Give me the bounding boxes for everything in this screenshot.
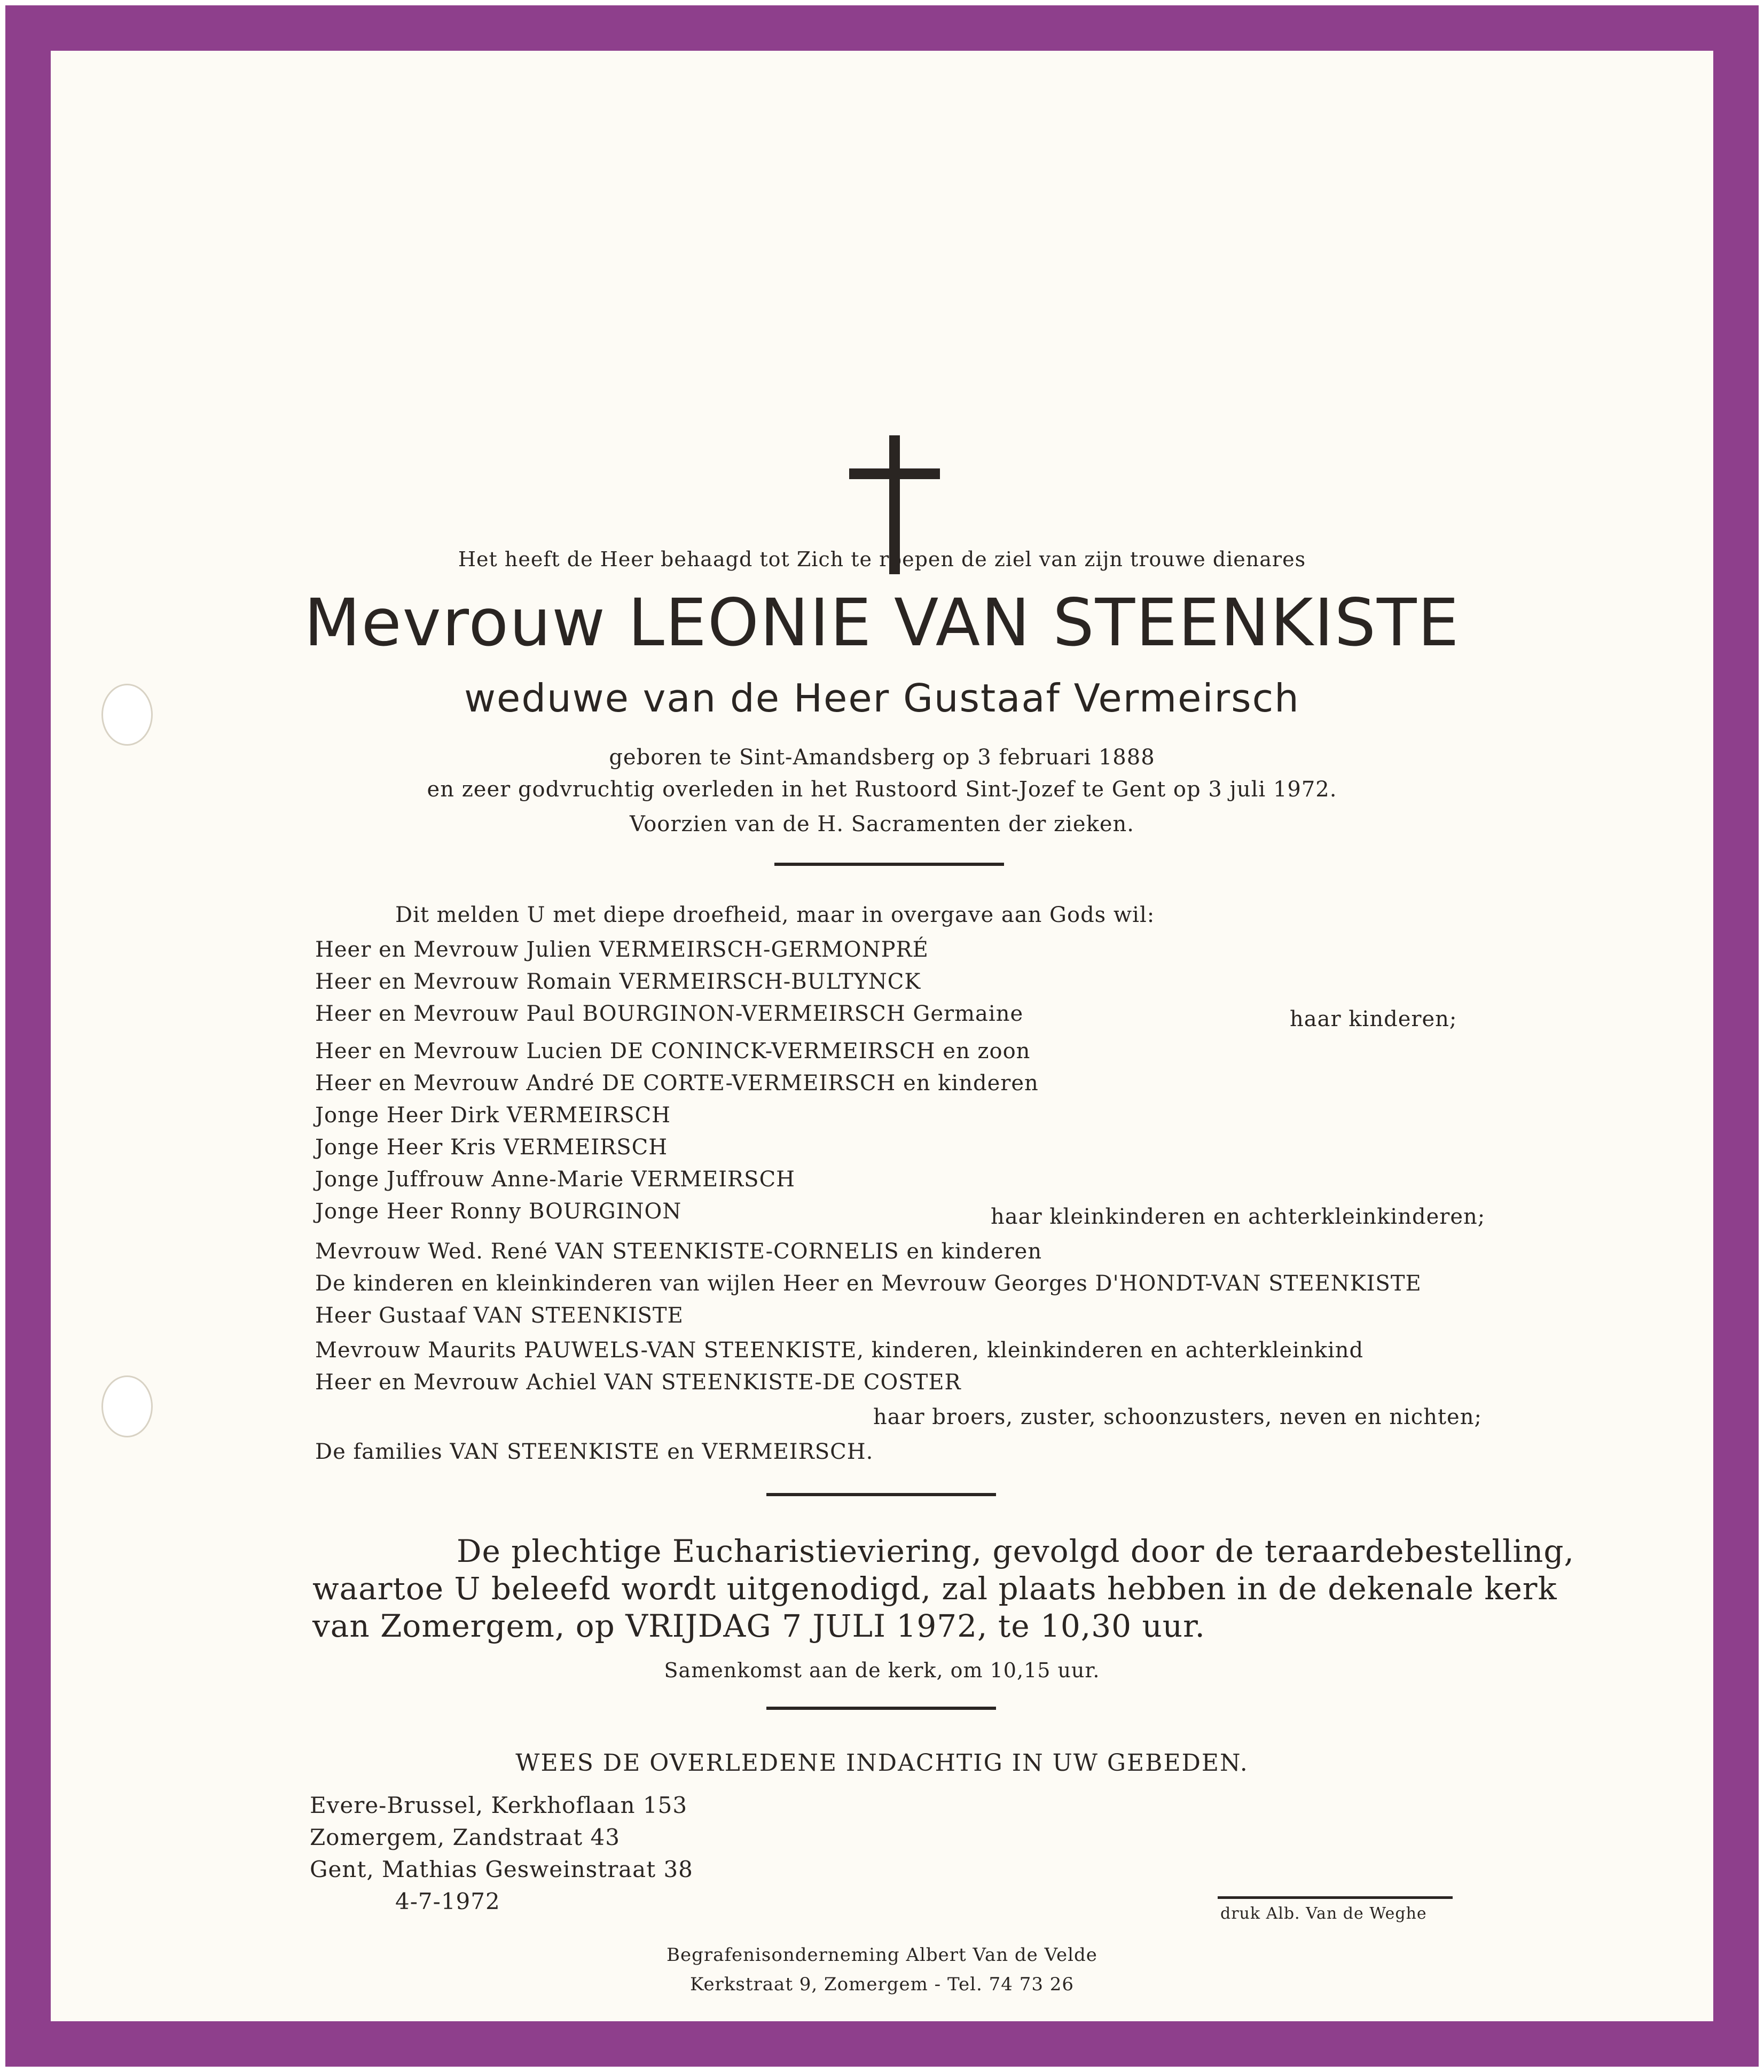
service-line: waartoe U beleefd wordt uitgenodigd, zal plaats hebben in de dekenale kerk	[312, 1570, 1557, 1607]
relation-children: haar kinderen;	[1290, 1007, 1457, 1031]
family-line: De kinderen en kleinkinderen van wijlen Heer en Mevrouw Georges D'HONDT-VAN STEENKISTE	[315, 1271, 1422, 1296]
sacraments-line: Voorzien van de H. Sacramenten der zieken.	[630, 812, 1134, 836]
family-line: Jonge Juffrouw Anne-Marie VERMEIRSCH	[315, 1167, 796, 1192]
relation-siblings: haar broers, zuster, schoonzusters, neven en nichten;	[873, 1405, 1482, 1429]
family-line: Heer en Mevrouw Julien VERMEIRSCH-GERMONPRÉ	[315, 937, 929, 962]
family-line: Heer en Mevrouw André DE CORTE-VERMEIRSCH en kinderen	[315, 1071, 1039, 1096]
widow-of-line: weduwe van de Heer Gustaaf Vermeirsch	[464, 676, 1300, 721]
printer-credit: druk Alb. Van de Weghe	[1220, 1904, 1427, 1923]
family-line: Heer en Mevrouw Lucien DE CONINCK-VERMEIRSCH en zoon	[315, 1039, 1031, 1064]
funeral-home-contact: Kerkstraat 9, Zomergem - Tel. 74 73 26	[689, 1974, 1075, 1995]
address-line: Zomergem, Zandstraat 43	[310, 1824, 620, 1850]
divider	[766, 1493, 996, 1496]
address-line: Gent, Mathias Gesweinstraat 38	[310, 1856, 693, 1882]
family-line: De families VAN STEENKISTE en VERMEIRSCH.	[315, 1440, 874, 1464]
death-line: en zeer godvruchtig overleden in het Rustoord Sint-Jozef te Gent op 3 juli 1972.	[427, 777, 1337, 802]
family-line: Heer en Mevrouw Romain VERMEIRSCH-BULTYNCK	[315, 969, 921, 994]
service-line: van Zomergem, op VRIJDAG 7 JULI 1972, te 10,30 uur.	[312, 1608, 1205, 1644]
gathering-time: Samenkomst aan de kerk, om 10,15 uur.	[664, 1659, 1100, 1682]
funeral-home-name: Begrafenisonderneming Albert Van de Velde	[667, 1944, 1097, 1966]
family-line: Heer en Mevrouw Achiel VAN STEENKISTE-DE COSTER	[315, 1370, 961, 1395]
mourning-card-border	[5, 5, 1759, 2067]
intro-text: Het heeft de Heer behaagd tot Zich te roepen de ziel van zijn trouwe dienares	[458, 548, 1306, 571]
remembrance-line: WEES DE OVERLEDENE INDACHTIG IN UW GEBEDEN.	[515, 1749, 1249, 1777]
family-line: Mevrouw Wed. René VAN STEENKISTE-CORNELIS en kinderen	[315, 1239, 1042, 1264]
announcement: Dit melden U met diepe droefheid, maar in overgave aan Gods wil:	[395, 903, 1155, 927]
family-line: Heer en Mevrouw Paul BOURGINON-VERMEIRSCH Germaine	[315, 1002, 1024, 1026]
family-line: Heer Gustaaf VAN STEENKISTE	[315, 1303, 684, 1328]
family-line: Jonge Heer Dirk VERMEIRSCH	[315, 1103, 671, 1128]
service-line: De plechtige Eucharistieviering, gevolgd door de teraardebestelling,	[457, 1533, 1574, 1569]
deceased-name: Mevrouw LEONIE VAN STEENKISTE	[304, 585, 1460, 661]
punch-hole	[101, 1375, 153, 1437]
family-line: Mevrouw Maurits PAUWELS-VAN STEENKISTE, kinderen, kleinkinderen en achterkleinkind	[315, 1338, 1364, 1363]
mourning-card-paper	[51, 51, 1713, 2021]
date-line: 4-7-1972	[395, 1888, 500, 1914]
birth-line: geboren te Sint-Amandsberg op 3 februari 1888	[609, 745, 1155, 770]
divider	[774, 863, 1004, 866]
family-line: Jonge Heer Ronny BOURGINON	[315, 1199, 682, 1224]
relation-grandchildren: haar kleinkinderen en achterkleinkinderen;	[991, 1205, 1486, 1229]
family-line: Jonge Heer Kris VERMEIRSCH	[315, 1135, 668, 1160]
address-line: Evere-Brussel, Kerkhoflaan 153	[310, 1792, 688, 1818]
divider	[766, 1707, 996, 1710]
printer-rule	[1218, 1896, 1453, 1899]
